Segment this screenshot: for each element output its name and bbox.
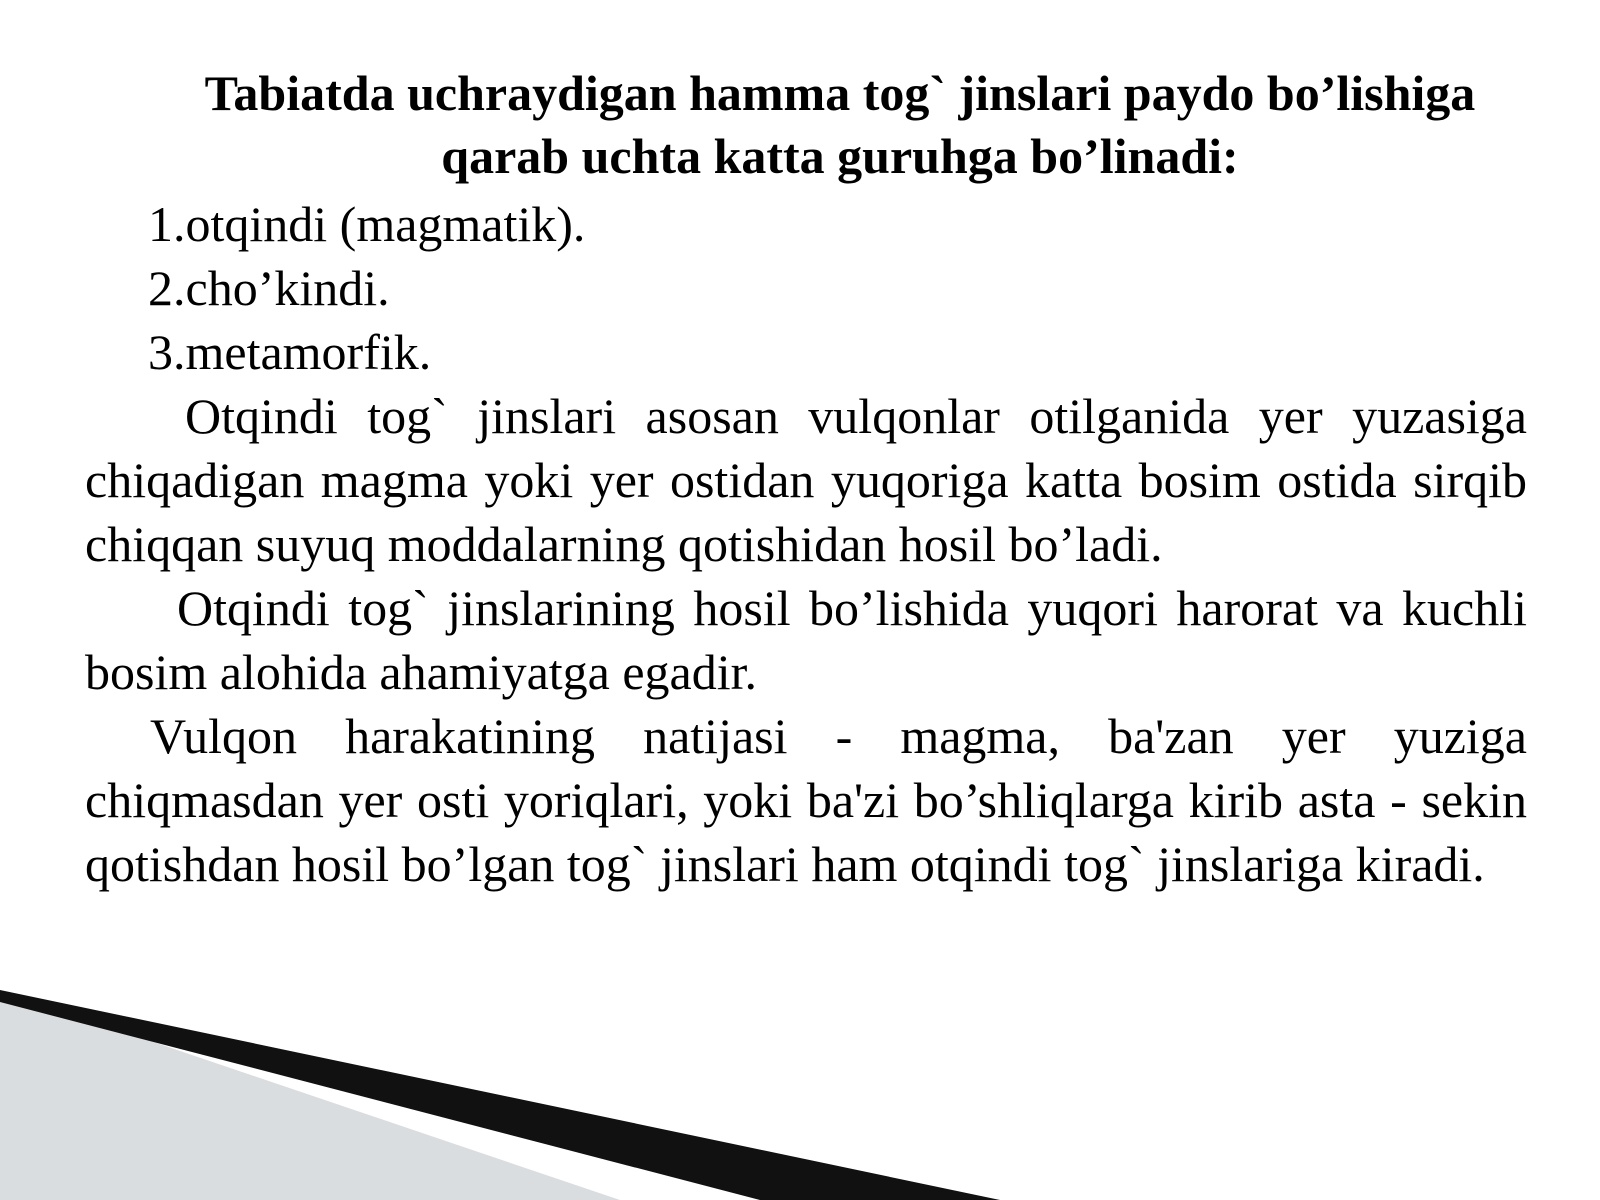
slide-body xyxy=(85,384,1527,896)
slide-title xyxy=(150,62,1530,188)
list-item: 1.otqindi (magmatik). xyxy=(148,196,586,252)
rock-types-list xyxy=(148,192,585,384)
decorative-swoosh xyxy=(0,990,1600,1200)
paragraph-3: Vulqon harakatining natijasi - magma, ba'zan yer yuziga chiqmasdan yer osti yoriqlari, yoki ba'zi bo’shliqlarga kirib asta - sekin qotishdan hosil bo’lgan tog` jinslari ham otqindi tog` jinslariga kiradi. xyxy=(85,708,1527,892)
list-item: 3.metamorfik. xyxy=(148,324,432,380)
title-line-2: qarab uchta katta guruhga bo’linadi: xyxy=(441,128,1239,184)
paragraph-2: Otqindi tog` jinslarining hosil bo’lishida yuqori harorat va kuchli bosim alohida ahamiyatga egadir. xyxy=(85,580,1527,700)
list-item: 2.cho’kindi. xyxy=(148,260,390,316)
title-line-1: Tabiatda uchraydigan hamma tog` jinslari paydo bo’lishiga xyxy=(204,65,1476,121)
paragraph-1: Otqindi tog` jinslari asosan vulqonlar otilganida yer yuzasiga chiqadigan magma yoki yer ostidan yuqoriga katta bosim ostida sirqib chiqqan suyuq moddalarning qotishidan hosil bo’ladi. xyxy=(85,388,1527,572)
